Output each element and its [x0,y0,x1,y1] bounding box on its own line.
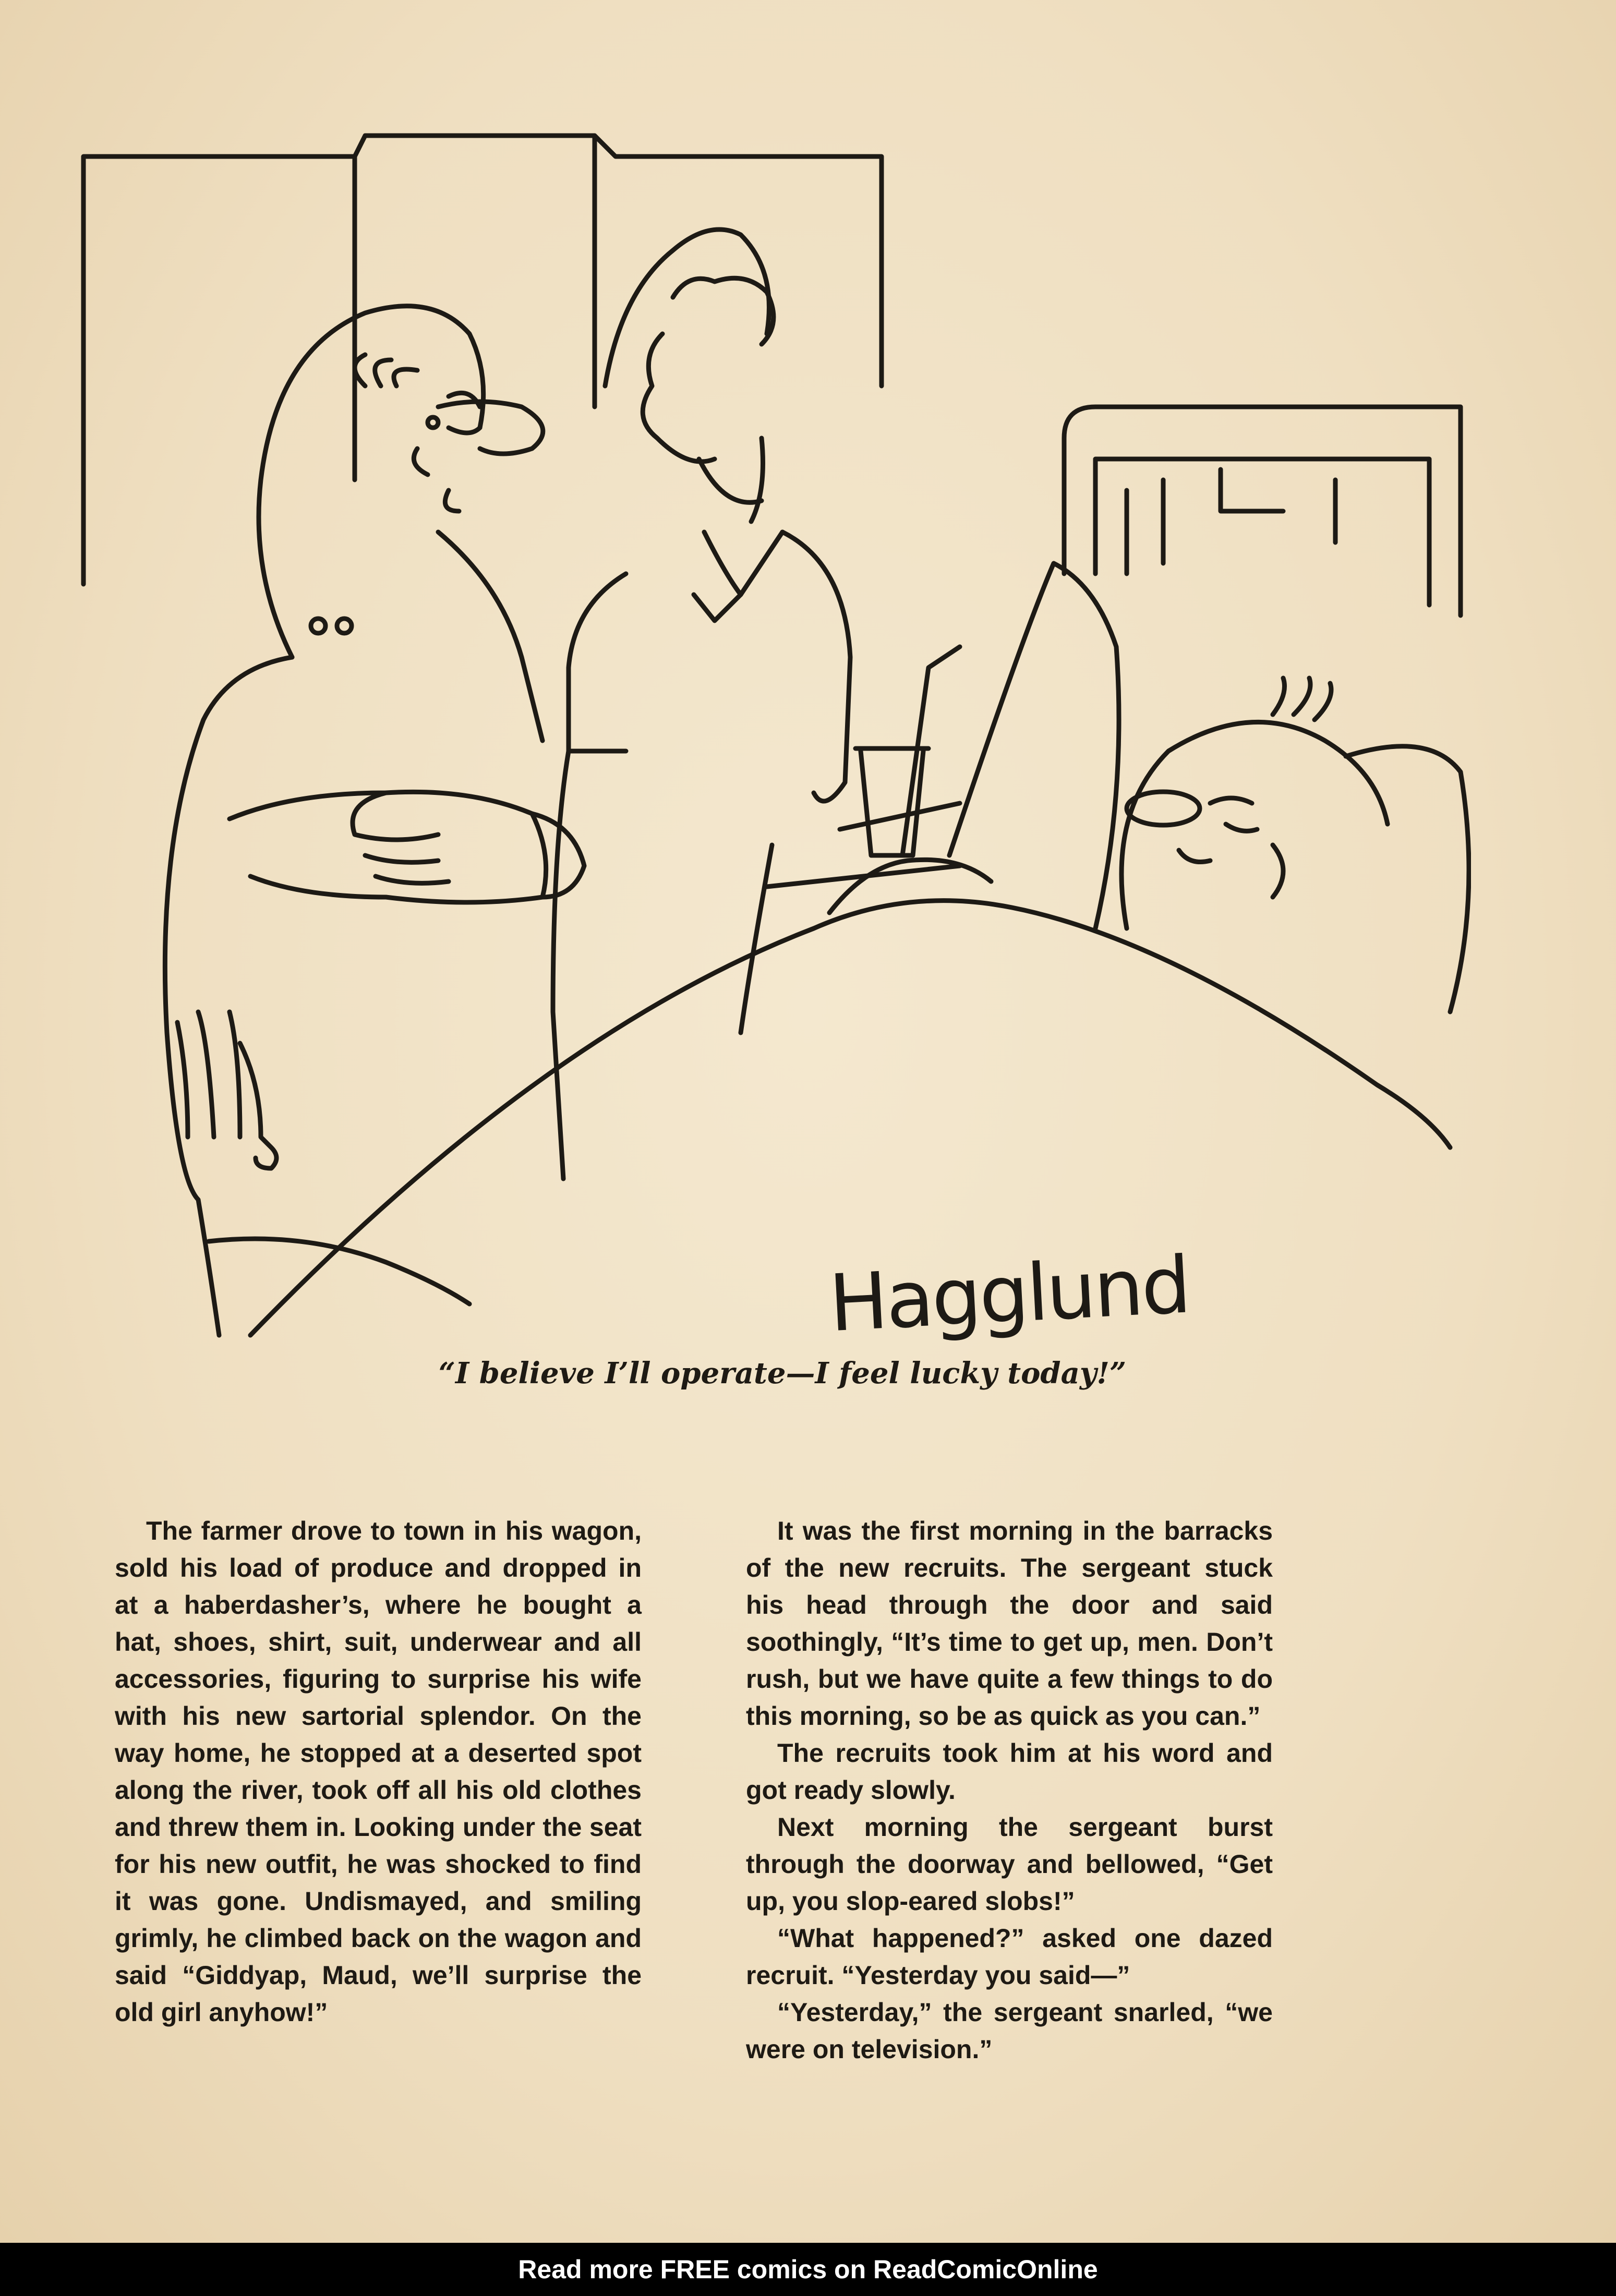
doctor [165,306,584,1335]
story-paragraph: It was the first morning in the barracks of the new recruits. The sergeant stuck his head through the door and said soothingly, “It’s time to get up, men. Don’t rush, but we have quite a few things to do this morning, so be as quick as you can.” [746,1516,1273,1731]
story-left-column [115,1513,642,2031]
story-paragraph: “Yesterday,” the sergeant snarled, “we were on television.” [746,1998,1273,2064]
story-paragraph: Next morning the sergeant burst through the doorway and bellowed, “Get up, you slop-eared slobs!” [746,1812,1273,1916]
cartoon-illustration [73,115,1471,1377]
bed-headboard [1064,407,1461,615]
story-right-column [746,1513,1273,2068]
pillow [949,563,1119,928]
story-paragraph: “What happened?” asked one dazed recruit. “Yesterday you said—” [746,1924,1273,1990]
footer-banner-text[interactable]: Read more FREE comics on ReadComicOnline [518,2255,1098,2284]
story-paragraph: The recruits took him at his word and got ready slowly. [746,1738,1273,1805]
story-paragraph: The farmer drove to town in his wagon, sold his load of produce and dropped in at a haberdasher’s, where he bought a hat, shoes, shirt, suit, underwear and all accessories, figuring to surprise his wife with his new sartorial splendor. On the way home, he stopped at a deserted spot along the river, took off all his old clothes and threw them in. Looking under the seat for his new outfit, he was shocked to find it was gone. Undismayed, and smiling grimly, he climbed back on the wagon and said “Giddyap, Maud, we’ll surprise the old girl anyhow!” [115,1516,642,2027]
glass-with-straw [767,647,960,887]
footer-banner[interactable] [0,2243,1616,2296]
nurse [553,229,850,1179]
folding-screen [83,136,882,584]
cartoon-caption: “I believe I’ll operate—I feel lucky today!” [438,1356,1127,1391]
artist-signature: Hagglund [827,1240,1191,1350]
